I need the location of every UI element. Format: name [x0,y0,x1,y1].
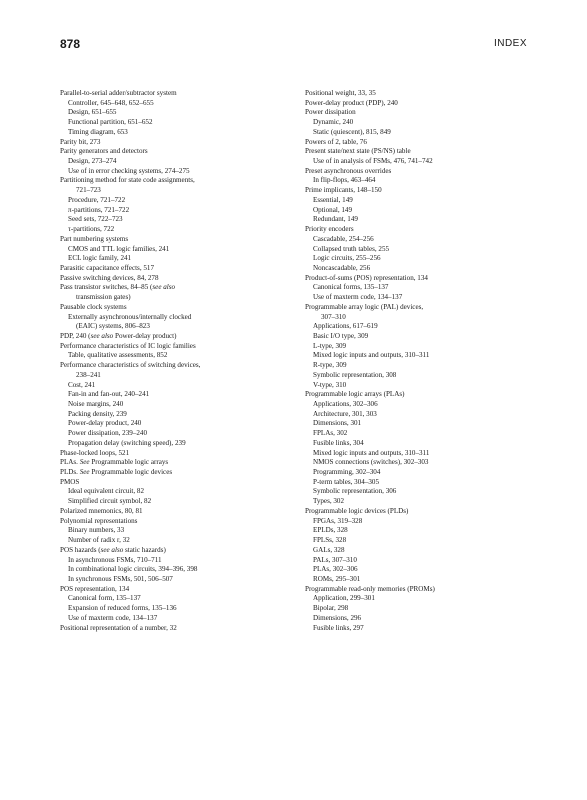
index-entry-text: Dimensions, 301 [313,419,362,428]
index-entry [305,410,537,420]
index-entry-italic: see also [152,283,176,292]
index-entry-text: Polynomial representations [60,516,138,525]
index-entry-text: Symbolic representation, 306 [313,487,397,496]
index-entry-text: R-type, 309 [313,361,347,370]
index-entry [305,157,537,167]
index-entry-text: Design, 273–274 [68,157,117,166]
index-entry-text: Programming, 302–304 [313,468,381,477]
index-entry-text: Canonical form, 135–137 [68,594,141,603]
index-entry [305,128,537,138]
index-entry-text: 307–310 [321,312,346,321]
index-entry-text: Essential, 149 [313,195,353,204]
index-entry-text: transmission gates) [76,293,131,302]
index-entry [305,196,537,206]
index-entry-text: Number of radix r, 32 [68,536,130,545]
index-entry-text: Canonical forms, 135–137 [313,283,389,292]
index-entry-text: GALs, 328 [313,545,345,554]
index-entry-text: Logic circuits, 255–256 [313,254,381,263]
index-entry [60,614,292,624]
index-entry-text: EPLDs, 328 [313,526,348,535]
index-entry [60,293,292,303]
index-entry-text: Powers of 2, table, 76 [305,137,367,146]
index-entry-text: Dimensions, 296 [313,613,362,622]
index-entry-text: Design, 651–655 [68,108,117,117]
index-entry [60,624,292,634]
index-entry [305,526,537,536]
index-entry-text: Functional partition, 651–652 [68,118,153,127]
index-entry-italic: See [79,458,90,467]
index-entry [60,507,292,517]
index-entry-text: PALs, 307–310 [313,555,357,564]
index-entry-text: Use of in analysis of FSMs, 476, 741–742 [313,157,433,166]
index-entry-text: Fusible links, 297 [313,623,364,632]
index-entry-text: Architecture, 301, 303 [313,409,377,418]
index-entry-text: Present state/next state (PS/NS) table [305,147,411,156]
index-entry [60,322,292,332]
index-entry-text: CMOS and TTL logic families, 241 [68,244,170,253]
index-entry-italic: See [79,468,90,477]
index-entry [305,303,537,313]
index-entry [60,332,292,342]
index-entry [60,585,292,595]
index-entry-text: Use of maxterm code, 134–137 [313,293,403,302]
index-entry-text: 721–723 [76,186,101,195]
index-entry [60,225,292,235]
index-entry [60,215,292,225]
index-entry [305,99,537,109]
index-entry [60,351,292,361]
index-entry [60,167,292,177]
index-entry-text: Programmable read-only memories (PROMs) [305,584,435,593]
index-entry-text: PLDs. [60,468,80,477]
index-entry [305,351,537,361]
index-entry [305,381,537,391]
index-entry-text: Pausable clock systems [60,302,127,311]
index-entry [305,614,537,624]
index-entry [305,235,537,245]
index-entry [60,565,292,575]
index-entry [60,176,292,186]
index-entry-text: Programmable logic arrays (PLAs) [305,390,405,399]
index-entry-tail: static hazards) [123,545,166,554]
index-entry [60,419,292,429]
index-entry [305,400,537,410]
index-entry [305,313,537,323]
index-entry-text: Applications, 617–619 [313,322,378,331]
index-entry [60,245,292,255]
index-entry [305,215,537,225]
index-entry [60,128,292,138]
index-entry-text: Product-of-sums (POS) representation, 134 [305,273,428,282]
index-entry [305,517,537,527]
index-entry-text: Noise margins, 240 [68,400,124,408]
index-entry-text: τ-partitions, 722 [68,225,115,234]
index-entry [305,468,537,478]
index-entry-text: FPLAs, 302 [313,429,348,438]
index-entry-text: Passive switching devices, 84, 278 [60,273,159,282]
index-entry [60,138,292,148]
index-entry-text: Use of maxterm code, 134–137 [68,613,158,622]
index-entry-text: Preset asynchronous overrides [305,166,392,175]
index-entry-text: Redundant, 149 [313,215,358,224]
index-entry-text: Types, 302 [313,497,345,506]
index-entry [60,235,292,245]
index-entry [305,536,537,546]
index-entry-text: Priority encoders [305,225,354,234]
index-entry [305,371,537,381]
index-entry [305,478,537,488]
index-entry-text: Parallel-to-serial adder/subtractor system [60,89,177,97]
index-entry-text: FPLSs, 328 [313,536,347,545]
index-entry-text: Positional representation of a number, 32 [60,623,177,632]
index-entry [305,449,537,459]
index-entry [60,526,292,536]
index-entry [60,313,292,323]
index-entry-text: V-type, 310 [313,380,347,389]
index-entry [60,604,292,614]
index-entry [305,176,537,186]
index-entry [305,429,537,439]
index-entry-tail: Programmable logic devices [89,468,173,477]
index-entry-text: Expansion of reduced forms, 135–136 [68,604,177,613]
index-entry [305,604,537,614]
index-entry [60,157,292,167]
index-entry [60,546,292,556]
index-entry-text: Binary numbers, 33 [68,526,125,535]
index-entry [60,264,292,274]
index-entry [305,186,537,196]
index-entry-text: Power-delay product (PDP), 240 [305,98,398,107]
index-entry-text: PLAs, 302–306 [313,565,358,574]
index-entry [60,468,292,478]
index-entry-text: Pass transistor switches, 84–85 ( [60,283,153,292]
index-entry [305,575,537,585]
index-entry-text: Propagation delay (switching speed), 239 [68,438,186,447]
index-entry-text: NMOS connections (switches), 302–303 [313,458,429,467]
index-entry [305,507,537,517]
index-entry [305,118,537,128]
index-entry [305,497,537,507]
index-entry [305,264,537,274]
index-entry-text: Dynamic, 240 [313,118,354,127]
index-entry [305,565,537,575]
index-entry-text: PDP, 240 ( [60,331,91,340]
index-entry-text: ECL logic family, 241 [68,254,132,263]
index-entry-text: In combinational logic circuits, 394–396, 398 [68,565,198,574]
index-entry-text: Noncascadable, 256 [313,263,371,272]
index-entry [305,585,537,595]
index-entry-text: Timing diagram, 653 [68,127,128,136]
index-entry-text: Mixed logic inputs and outputs, 310–311 [313,448,430,457]
index-entry [60,254,292,264]
index-entry [60,89,292,99]
index-entry-text: π-partitions, 721–722 [68,205,130,214]
index-entry-text: Parity bit, 273 [60,137,101,146]
index-entry [60,400,292,410]
index-entry-text: P-term tables, 304–305 [313,477,380,486]
index-entry-text: L-type, 309 [313,341,347,350]
index-entry [305,546,537,556]
index-entry [305,254,537,264]
index-entry [60,371,292,381]
index-entry [60,186,292,196]
index-entry-text: Application, 299–301 [313,594,375,603]
index-entry-text: ROMs, 295–301 [313,574,361,583]
index-entry [305,390,537,400]
index-entry-text: Static (quiescent), 815, 849 [313,127,391,136]
index-entry [60,478,292,488]
index-column-left [60,89,292,633]
index-entry-tail: Power-delay product) [113,331,177,340]
index-entry [60,274,292,284]
index-entry-text: Prime implicants, 148–150 [305,186,382,195]
index-entry-text: Collapsed truth tables, 255 [313,244,390,253]
index-entry-text: Bipolar, 298 [313,604,349,613]
index-entry [305,594,537,604]
index-entry [60,342,292,352]
index-entry-text: Applications, 302–306 [313,400,378,408]
index-entry [305,167,537,177]
page-number: 878 [60,37,81,51]
index-entry-text: In synchronous FSMs, 501, 506–507 [68,574,173,583]
index-entry [60,429,292,439]
index-entry [305,293,537,303]
index-entry-text: Part numbering systems [60,234,129,243]
index-entry [60,196,292,206]
index-entry [305,342,537,352]
index-entry [305,283,537,293]
index-entry [60,361,292,371]
index-entry [60,449,292,459]
index-entry-text: Power-delay product, 240 [68,419,142,428]
index-entry-text: PLAs. [60,458,80,467]
index-entry [305,322,537,332]
index-entry-text: Use of in error checking systems, 274–275 [68,166,190,175]
index-entry-text: Cost, 241 [68,380,96,389]
index-entry-text: Procedure, 721–722 [68,195,126,204]
index-entry-text: Performance characteristics of switching devices, [60,361,201,370]
index-entry [305,89,537,99]
index-entry-text: Cascadable, 254–256 [313,234,374,243]
index-entry-text: Ideal equivalent circuit, 82 [68,487,145,496]
index-entry-text: Performance characteristics of IC logic families [60,341,196,350]
index-entry [305,458,537,468]
index-entry-text: Power dissipation [305,108,356,117]
index-entry-text: Positional weight, 33, 35 [305,89,376,97]
index-entry-text: Controller, 645–648, 652–655 [68,98,154,107]
index-entry [305,138,537,148]
index-entry [60,556,292,566]
index-entry-tail: Programmable logic arrays [89,458,169,467]
index-entry-text: (EAIC) systems, 806–823 [76,322,150,331]
index-entry-text: Seed sets, 722–723 [68,215,123,224]
index-entry [60,283,292,293]
index-entry [60,536,292,546]
index-entry [305,225,537,235]
index-column-right [305,89,537,633]
index-entry-italic: see also [100,545,124,554]
index-entry [60,206,292,216]
index-entry [60,381,292,391]
index-entry-text: Programmable array logic (PAL) devices, [305,302,424,311]
running-head: INDEX [493,38,527,49]
index-entry [305,419,537,429]
index-entry [305,624,537,634]
index-entry-text: Power dissipation, 239–240 [68,429,148,438]
index-entry-text: In asynchronous FSMs, 710–711 [68,555,162,564]
index-entry-text: Symbolic representation, 308 [313,370,397,379]
index-entry [305,361,537,371]
index-entry-text: Phase-locked loops, 521 [60,448,130,457]
index-entry [305,245,537,255]
index-entry [60,487,292,497]
index-entry [305,439,537,449]
index-entry-text: Packing density, 239 [68,409,127,418]
index-entry-italic: see also [90,331,114,340]
index-entry [60,303,292,313]
index-entry-text: Parasitic capacitance effects, 517 [60,263,155,272]
index-entry-text: Partitioning method for state code assignments, [60,176,195,185]
index-entry [305,274,537,284]
index-entry-text: Parity generators and detectors [60,147,148,156]
index-entry [60,497,292,507]
index-entry [305,332,537,342]
index-entry-text: Externally asynchronous/internally clocked [68,312,192,321]
index-entry-text: 238–241 [76,370,101,379]
index-entry [305,206,537,216]
index-entry-text: Table, qualitative assessments, 852 [68,351,168,360]
index-entry [305,147,537,157]
index-entry-text: Programmable logic devices (PLDs) [305,506,409,515]
index-entry-text: Mixed logic inputs and outputs, 310–311 [313,351,430,360]
index-entry-text: Polarized mnemonics, 80, 81 [60,506,143,515]
index-entry-text: Basic I/O type, 309 [313,331,369,340]
index-entry-text: POS hazards ( [60,545,101,554]
index-entry-text: FPGAs, 319–328 [313,516,363,525]
index-entry [305,487,537,497]
index-entry-text: POS representation, 134 [60,584,130,593]
index-entry-text: Fan-in and fan-out, 240–241 [68,390,150,399]
index-entry [60,390,292,400]
index-entry [60,517,292,527]
index-entry [305,108,537,118]
index-entry [60,594,292,604]
index-entry [60,458,292,468]
index-entry [60,108,292,118]
index-entry [60,575,292,585]
index-entry [305,556,537,566]
index-entry [60,147,292,157]
index-entry [60,99,292,109]
index-entry [60,439,292,449]
index-entry-text: Fusible links, 304 [313,438,364,447]
index-entry-text: Optional, 149 [313,205,353,214]
index-entry [60,118,292,128]
index-entry-text: PMOS [60,477,80,486]
index-entry-text: Simplified circuit symbol, 82 [68,497,152,506]
index-entry [60,410,292,420]
index-entry-text: In flip-flops, 463–464 [313,176,376,185]
